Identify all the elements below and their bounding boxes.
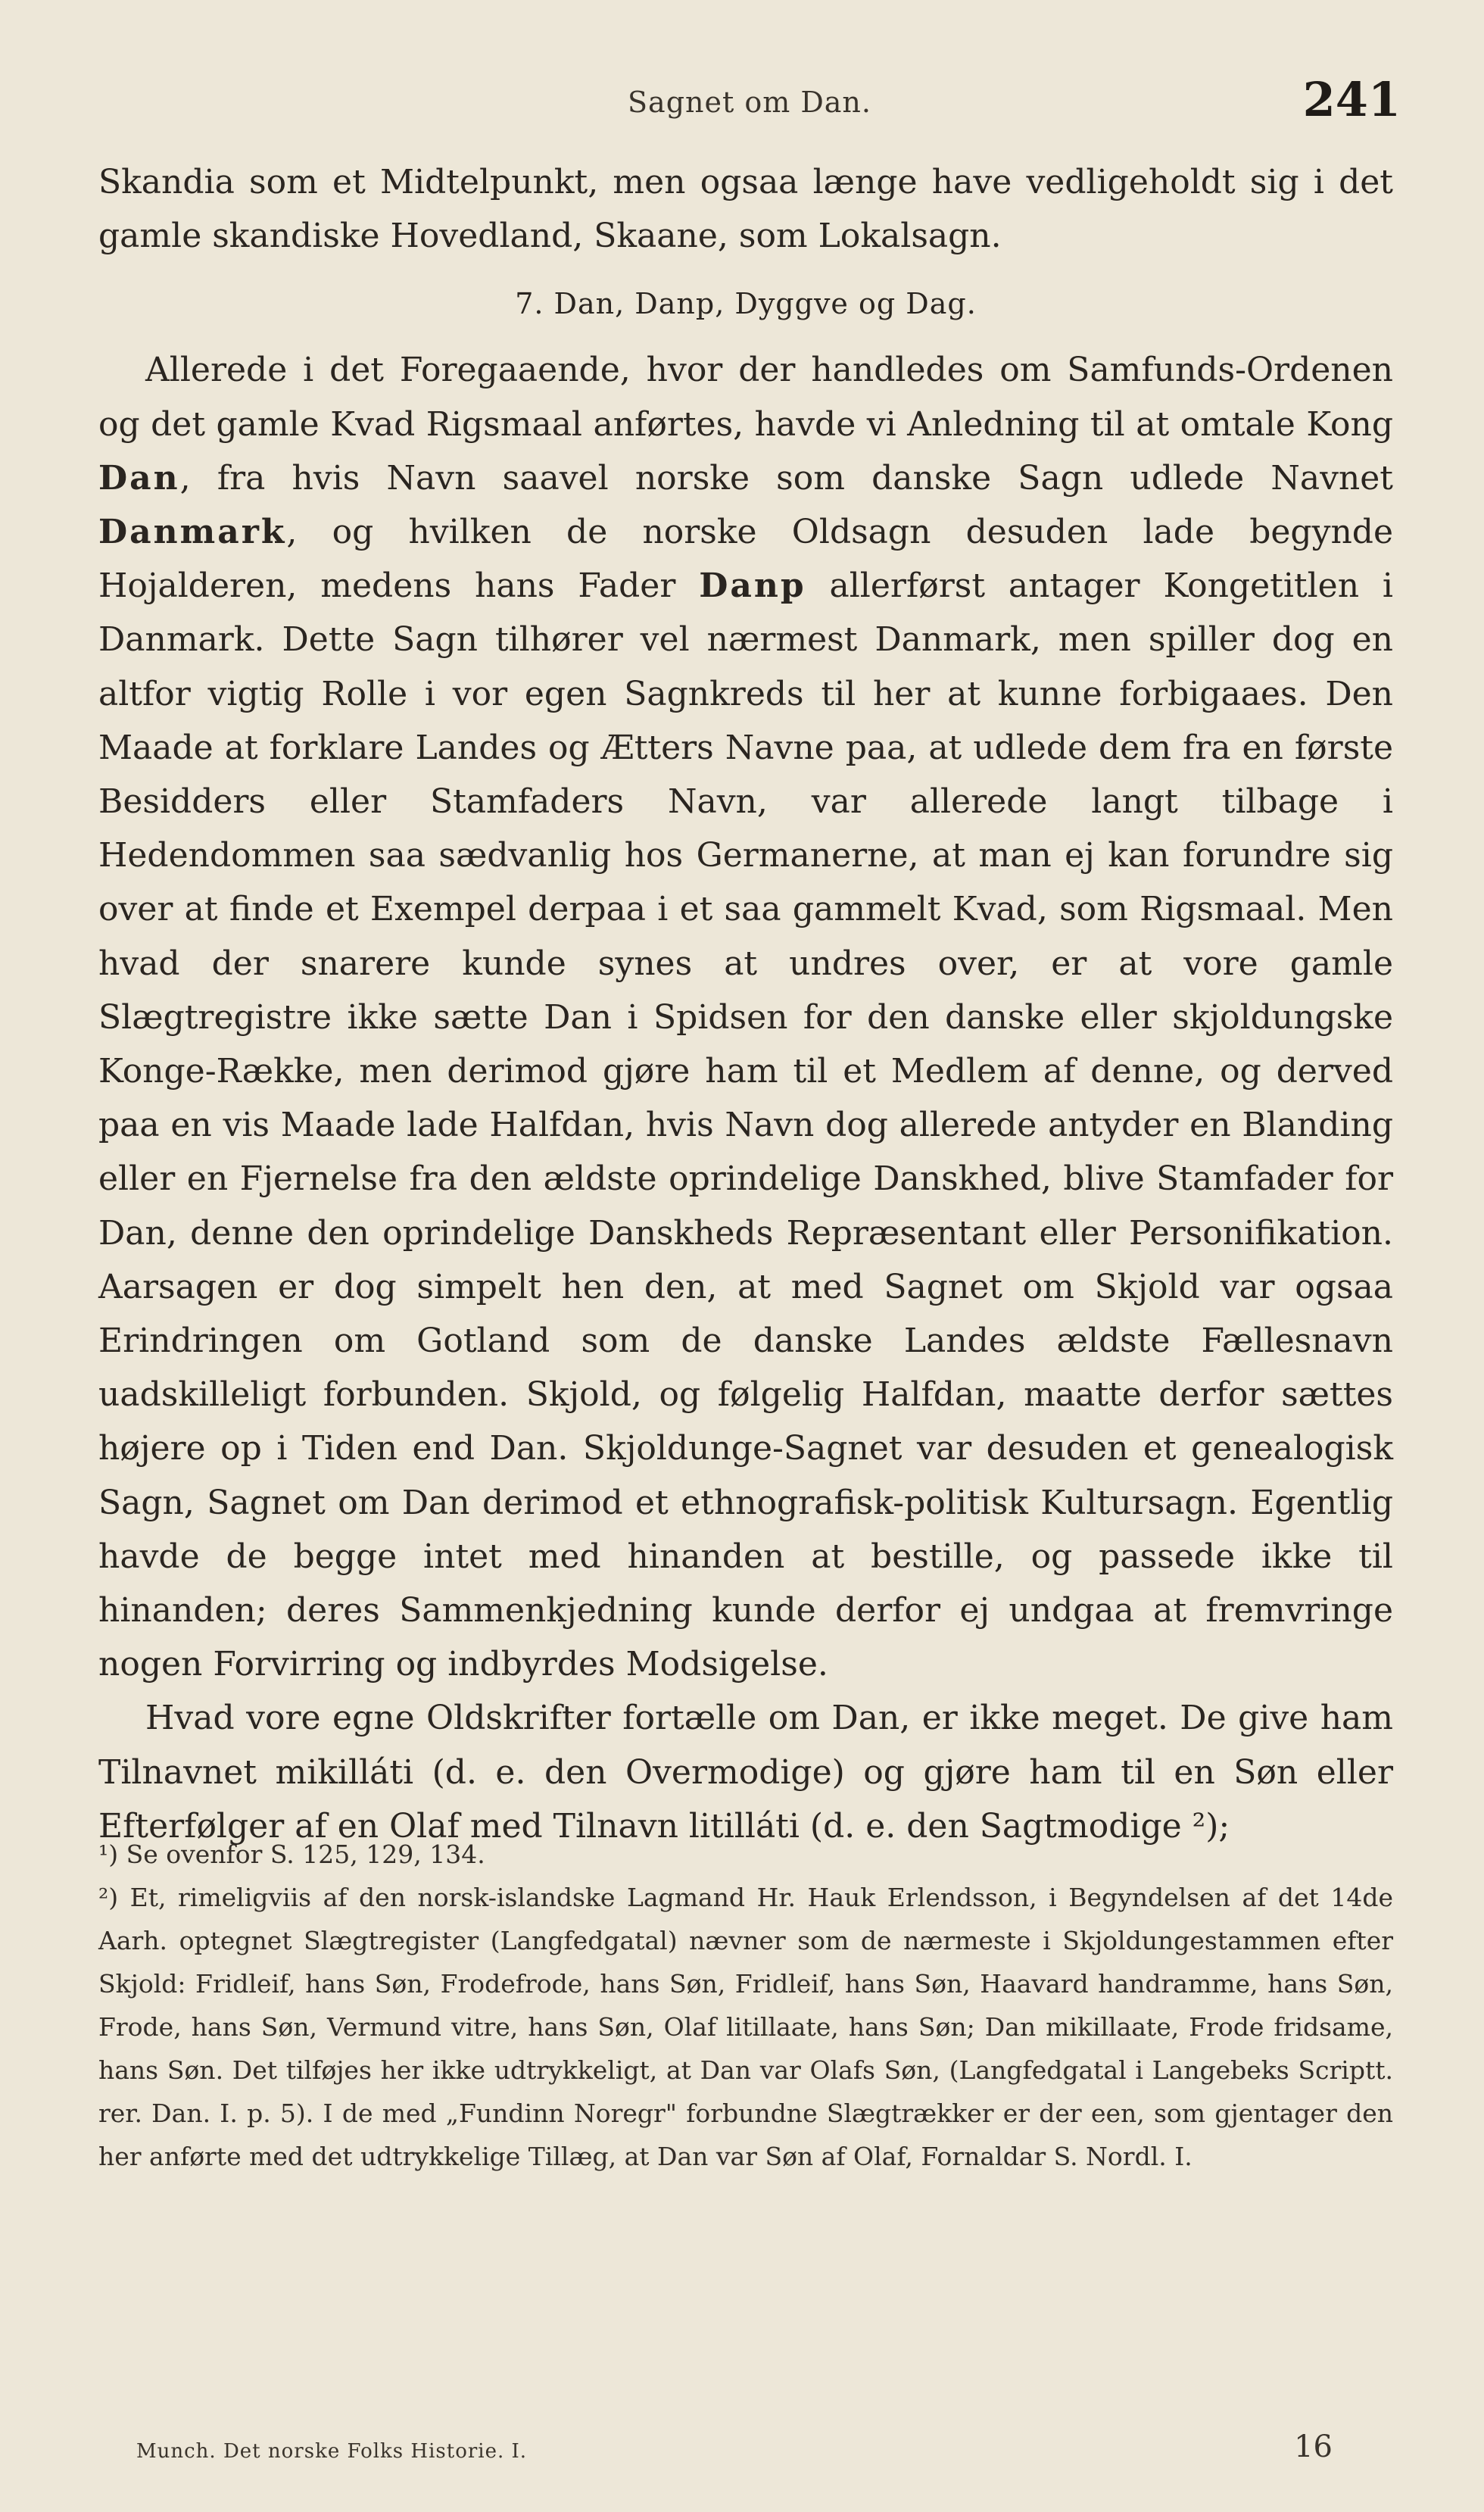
signature-title: Munch. Det norske Folks Historie. I. — [136, 2440, 528, 2463]
footnote-text: Se ovenfor S. 125, 129, 134. — [118, 1840, 485, 1869]
footnote-marker: ¹) — [98, 1840, 119, 1869]
signature-number: 16 — [1294, 2429, 1333, 2464]
paragraph-text: , fra hvis Navn saavel norske som danske Sagn udlede Navnet — [179, 458, 1393, 498]
paragraph-text: Allerede i det Foregaaende, hvor der handledes om Samfunds-Ordenen og det gamle Kvad Rigsmaal anførtes, havde vi Anledning til at omtale Kong — [98, 351, 1393, 444]
name-danmark: Danmark — [98, 513, 287, 552]
paragraph-text: , og hvilken de norske Oldsagn desuden lade begynde Hojalderen, medens hans Fader — [98, 513, 1393, 606]
name-dan: Dan — [98, 458, 180, 498]
paragraph-continuation: Skandia som et Midtelpunkt, men ogsaa længe have vedligeholdt sig i det gamle skandiske Hovedland, Skaane, som Lokalsagn. — [98, 163, 1393, 256]
footnote-text: Et, rimeligviis af den norsk-islandske Lagmand Hr. Hauk Erlendsson, i Begyndelsen af det 14de Aarh. optegnet Slægtregister (Langfedgatal) nævner som de nærmeste i Skjoldungestammen efter Skjold: Fridleif, hans Søn, Frodefrode, hans Søn, Fridleif, hans Søn, Haavard handramme, hans Søn, Frode, hans Søn, Vermund vitre, hans Søn, Olaf litillaate, hans Søn; Dan mikillaate, Frode fridsame, hans Søn. Det tilføjes her ikke udtrykkeligt, at Dan var Olafs Søn, (Langfedgatal i Langebeks Scriptt. rer. Dan. I. p. 5). I de med „Fundinn Noregr" forbundne Slægtrækker er der een, som gjentager den her anførte med det udtrykkelige Tillæg, at Dan var Søn af Olaf, Fornaldar S. Nordl. I. — [98, 1883, 1393, 2171]
footnote-marker: ²) — [98, 1883, 119, 1912]
page-header — [98, 72, 1401, 133]
running-head: Sagnet om Dan. — [628, 86, 871, 119]
footnote-1 — [98, 1833, 1393, 1876]
footnote-2 — [98, 1876, 1393, 2178]
paragraph-text: allerførst antager Kongetitlen i Danmark. Dette Sagn tilhører vel nærmest Danmark, men spiller dog en altfor vigtig Rolle i vor egen Sagnkreds til her at kunne forbigaaes. Den Maade at forklare Landes og Ætters Navne paa, at udlede dem fra en første Besidders eller Stamfaders Navn, var allerede langt tilbage i Hedendommen saa sædvanlig hos Germanerne, at man ej kan forundre sig over at finde et Exempel derpaa i et saa gammelt Kvad, som Rigsmaal. Men hvad der snarere kunde synes at undres over, er at vore gamle Slægtregistre ikke sætte Dan i Spidsen for den danske eller skjoldungske Konge-Række, men derimod gjøre ham til et Medlem af denne, og derved paa en vis Maade lade Halfdan, hvis Navn dog allerede antyder en Blanding eller en Fjernelse fra den ældste oprindelige Danskhed, blive Stamfader for Dan, denne den oprindelige Danskheds Repræsentant eller Personifikation. Aarsagen er dog simpelt hen den, at med Sagnet om Skjold var ogsaa Erindringen om Gotland som de danske Landes ældste Fællesnavn uadskilleligt forbunden. Skjold, og følgelig Halfdan, maatte derfor sættes højere op i Tiden end Dan. Skjoldunge-Sagnet var desuden et genealogisk Sagn, Sagnet om Dan derimod et ethnografisk-politisk Kultursagn. Egentlig havde de begge intet med hinanden at bestille, og passede ikke til hinanden; deres Sammenkjedning kunde derfor ej undgaa at fremvringe nogen Forvirring og indbyrdes Modsigelse. — [98, 566, 1393, 1684]
name-danp: Danp — [699, 566, 806, 606]
main-text — [98, 155, 1393, 1853]
paragraph-dan — [98, 343, 1393, 1691]
paragraph-oldskrifter: Hvad vore egne Oldskrifter fortælle om Dan, er ikke meget. De give ham Tilnavnet mikilláti (d. e. den Overmodige) og gjøre ham til en Søn eller Efterfølger af en Olaf med Tilnavn litilláti (d. e. den Sagtmodige ²); — [98, 1699, 1393, 1846]
page-number: 241 — [1302, 72, 1401, 127]
section-heading: 7. Dan, Danp, Dyggve og Dag. — [515, 287, 977, 321]
footnotes — [98, 1833, 1393, 2178]
printer-signature — [136, 2429, 1401, 2475]
